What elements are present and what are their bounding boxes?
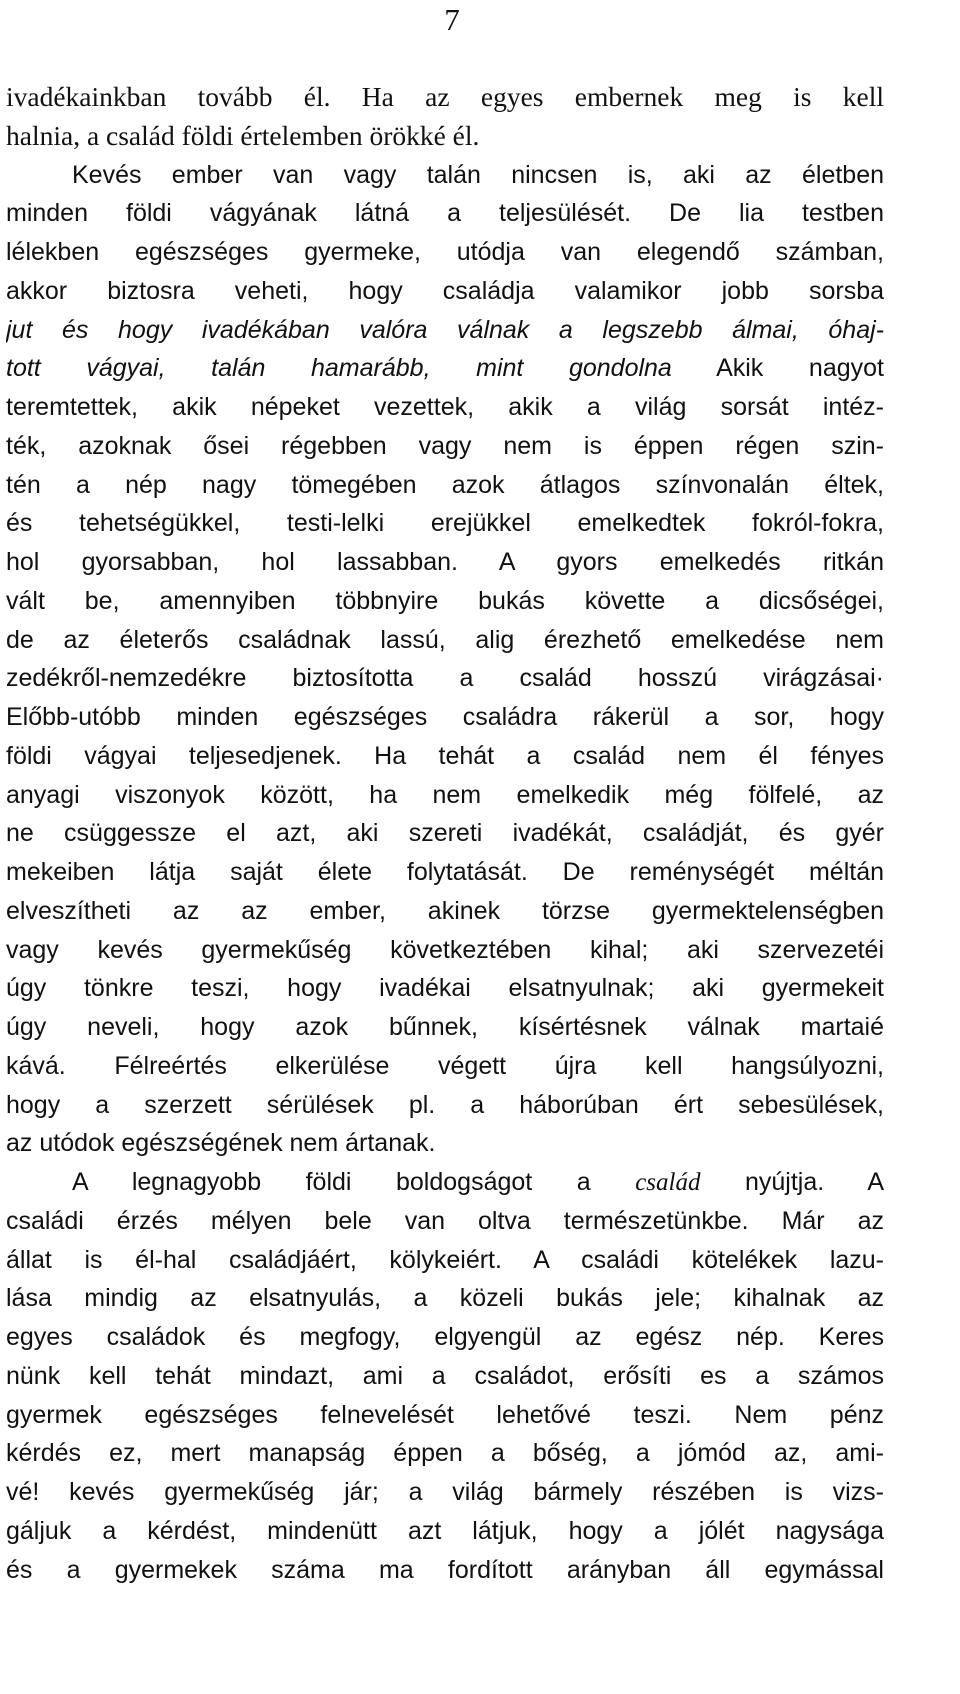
text-line: minden földi vágyának látná a teljesülését. De lia testben (6, 199, 884, 228)
text-line: elveszítheti az az ember, akinek törzse gyermektelenségben (6, 896, 884, 925)
text-line: halnia, a család földi értelemben örökké él. (6, 119, 480, 151)
text-line: akkor biztosra veheti, hogy családja valamikor jobb sorsba (6, 276, 884, 305)
text-line: hogy a szerzett sérülések pl. a háborúban ért sebesülések, (6, 1090, 884, 1119)
text-line: állat is él-hal családjáért, kölykeiért. A családi kötelékek lazu- (6, 1245, 884, 1274)
text-line: vált be, amennyiben többnyire bukás követte a dicsőségei, (6, 586, 884, 615)
text-run: A legnagyobb földi boldogságot a (72, 1168, 591, 1196)
text-line: hol gyorsabban, hol lassabban. A gyors emelkedés ritkán (6, 548, 884, 576)
text-line: kérdés ez, mert manapság éppen a bőség, a jómód az, ami- (6, 1439, 884, 1468)
text-line (6, 349, 884, 388)
text-line: jut és hogy ivadékában valóra válnak a legszebb álmai, óhaj- (6, 315, 884, 344)
text-line: úgy tönkre teszi, hogy ivadékai elsatnyulnak; aki gyermekeit (6, 974, 884, 1003)
text-line: ne csüggessze el azt, aki szereti ivadékát, családját, és gyér (6, 819, 884, 848)
page-number: 7 (444, 2, 460, 37)
text-line: tén a nép nagy tömegében azok átlagos színvonalán éltek, (6, 470, 884, 499)
text-line: egyes családok és megfogy, elgyengül az egész nép. Keres (6, 1323, 884, 1351)
text-line: az utódok egészségének nem ártanak. (6, 1129, 436, 1158)
text-line: vé! kevés gyermekűség jár; a világ bármely részében is vizs- (6, 1478, 884, 1506)
text-line: és tehetségükkel, testi-lelki erejükkel emelkedtek fokról-fokra, (6, 509, 884, 538)
text-run: nyújtja. A (745, 1168, 884, 1196)
text-line: vagy kevés gyermekűség következtében kihal; aki szervezetéi (6, 935, 884, 964)
body-text (6, 78, 884, 1589)
italic-text: család (635, 1169, 701, 1196)
text-line: családi érzés mélyen bele van oltva természetünkbe. Már az (6, 1206, 884, 1235)
text-line: gáljuk a kérdést, mindenütt azt látjuk, hogy a jólét nagysága (6, 1516, 884, 1545)
text-line: és a gyermekek száma ma fordított arányban áll egymással (6, 1555, 884, 1584)
italic-text: tott vágyai, talán hamarább, mint gondolna (6, 354, 672, 383)
text-line: nünk kell tehát mindazt, ami a családot, erősíti es a számos (6, 1361, 884, 1390)
text-line: anyagi viszonyok között, ha nem emelkedik még fölfelé, az (6, 780, 884, 809)
text-run: Akik nagyot (716, 354, 884, 383)
text-line: kává. Félreértés elkerülése végett újra kell hangsúlyozni, (6, 1051, 884, 1080)
text-line: lélekben egészséges gyermeke, utódja van elegendő számban, (6, 238, 884, 266)
text-line: úgy neveli, hogy azok bűnnek, kísértésnek válnak martaié (6, 1013, 884, 1041)
text-line (6, 1163, 884, 1202)
text-line: ivadékainkban tovább él. Ha az egyes embernek meg is kell (6, 81, 884, 112)
text-line: Kevés ember van vagy talán nincsen is, aki az életben (72, 160, 884, 189)
text-line: gyermek egészséges felnevelését lehetővé teszi. Nem pénz (6, 1400, 884, 1429)
text-line: zedékről-nemzedékre biztosította a család hosszú virágzásai· (6, 664, 884, 693)
text-line: teremtettek, akik népeket vezettek, akik a világ sorsát intéz- (6, 393, 884, 421)
text-line: mekeiben látja saját élete folytatását. De reménységét méltán (6, 858, 884, 886)
text-line: de az életerős családnak lassú, alig érezhető emelkedése nem (6, 625, 884, 654)
text-line: lása mindig az elsatnyulás, a közeli bukás jele; kihalnak az (6, 1284, 884, 1313)
text-line: ték, azoknak ősei régebben vagy nem is éppen régen szin- (6, 431, 884, 460)
text-line: Előbb-utóbb minden egészséges családra rákerül a sor, hogy (6, 703, 884, 731)
text-line: földi vágyai teljesedjenek. Ha tehát a család nem él fényes (6, 741, 884, 770)
